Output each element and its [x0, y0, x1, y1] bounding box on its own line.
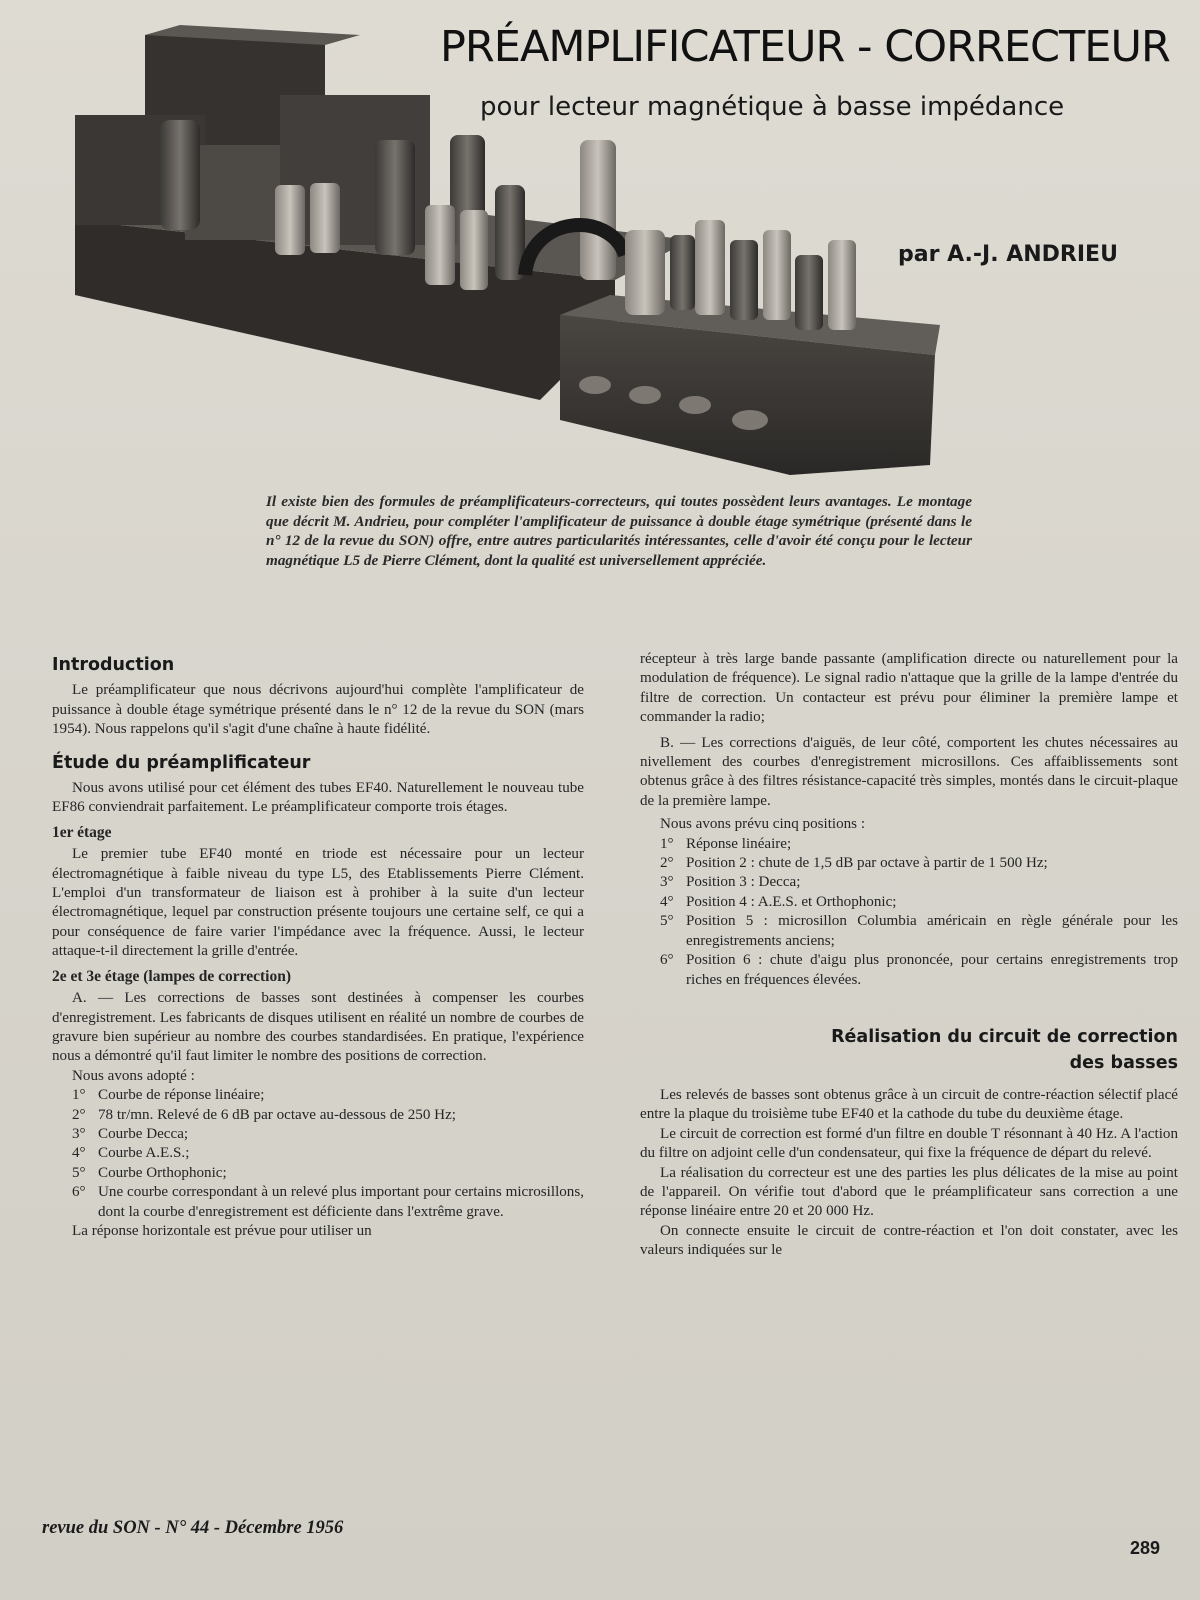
list-item — [640, 912, 1178, 951]
paragraph-continuation: récepteur à très large bande passante (amplification directe ou naturellement pour la modulation de fréquence). Le signal radio n'attaque que la grille de la lampe d'entrée du filtre de correction. Un contacteur est prévu pour éliminer la première lampe et commander la radio; — [640, 651, 1178, 726]
paragraph-stage-1: Le premier tube EF40 monté en triode est nécessaire pour un lecteur électromagnétique à faible niveau du type L5, des Etablissements Pierre Clément. L'emploi d'un transformateur de liaison est à prohiber à la suite d'un lecteur électromagnétique, lequel par construction présente toujours une certaine self, ce qui a pour conséquence de faire varier l'impédance avec la fréquence. Aussi, le lecteur attaque-t-il directement la grille d'entrée. — [52, 846, 584, 960]
paragraph-closing-left: La réponse horizontale est prévue pour utiliser un — [72, 1222, 372, 1239]
list-item — [52, 1125, 584, 1144]
list-number: 6° — [660, 952, 674, 969]
list-text: Position 3 : Decca; — [686, 874, 801, 891]
list-item — [52, 1106, 584, 1125]
paragraph-stage-2-3: A. — Les corrections de basses sont destinées à compenser les courbes d'enregistrement. Les fabricants de disques utilisent en réalité un nombre de courbes de gravure bien supérieur au nombre des courbes standardisées. En pratique, l'expérience nous a démontré qu'il faut limiter le nombre des positions de correction. — [52, 990, 584, 1065]
paragraph-realisation-4: On connecte ensuite le circuit de contre-réaction et l'on doit constater, avec les valeurs indiquées sur le — [640, 1222, 1178, 1259]
section-heading-etude: Étude du préamplificateur — [52, 752, 311, 773]
article-subtitle: pour lecteur magnétique à basse impédance — [480, 92, 1065, 122]
list-text: Courbe de réponse linéaire; — [98, 1087, 265, 1104]
subheading-stage-1: 1er étage — [52, 823, 112, 841]
article-title: PRÉAMPLIFICATEUR - CORRECTEUR — [440, 22, 1170, 72]
list-item — [640, 873, 1178, 892]
list-text: Position 5 : microsillon Columbia américain en règle générale pour les enregistrements anciens; — [686, 913, 1178, 949]
list-number: 1° — [660, 835, 674, 852]
list-text: Position 4 : A.E.S. et Orthophonic; — [686, 893, 897, 910]
right-column — [640, 650, 1178, 1261]
footer-issue: revue du SON - N° 44 - Décembre 1956 — [42, 1518, 344, 1538]
list-number: 3° — [660, 874, 674, 891]
list-number: 4° — [72, 1145, 86, 1162]
paragraph-realisation-3: La réalisation du correcteur est une des parties les plus délicates de la mise au point de l'appareil. On vérifie tout d'abord que le préamplificateur sans correction a une réponse linéaire entre 20 et 20 000 Hz. — [640, 1164, 1178, 1220]
paragraph-realisation-1: Les relevés de basses sont obtenus grâce à un circuit de contre-réaction sélectif placé entre la plaque du troisième tube EF40 et la cathode du tube du deuxième étage. — [640, 1086, 1178, 1123]
subheading-stage-2-3: 2e et 3e étage (lampes de correction) — [52, 967, 292, 985]
bass-curve-list — [52, 1086, 584, 1222]
treble-position-list — [640, 835, 1178, 990]
list-number: 2° — [660, 855, 674, 872]
list-item — [52, 1086, 584, 1105]
list-item — [640, 835, 1178, 854]
page-number: 289 — [1130, 1538, 1161, 1558]
paragraph-positions-intro: Nous avons prévu cinq positions : — [660, 816, 866, 833]
list-text: Courbe Orthophonic; — [98, 1164, 227, 1181]
paragraph-adopted-intro: Nous avons adopté : — [72, 1067, 195, 1084]
article-lead: Il existe bien des formules de préamplificateurs-correcteurs, qui toutes possèdent leurs avantages. Le montage que décrit M. Andrieu, pour compléter l'amplificateur de puissance à double étage symétrique (présenté dans le n° 12 de la revue du SON) offre, entre autres particularités intéressantes, celle d'avoir été conçu pour le lecteur magnétique L5 de Pierre Clément, dont la qualité est universellement appréciée. — [266, 493, 972, 569]
paragraph-realisation-2: Le circuit de correction est formé d'un filtre en double T résonnant à 40 Hz. A l'action du filtre on adjoint celle d'un condensateur, qui fixe la fréquence de départ du relevé. — [640, 1125, 1178, 1162]
list-number: 2° — [72, 1106, 86, 1123]
list-text: Courbe A.E.S.; — [98, 1145, 190, 1162]
heading-line: des basses — [1069, 1052, 1178, 1073]
section-heading-introduction: Introduction — [52, 655, 175, 675]
list-item — [640, 951, 1178, 990]
list-number: 5° — [72, 1164, 86, 1181]
list-number: 3° — [72, 1125, 86, 1142]
list-number: 1° — [72, 1087, 86, 1104]
section-heading-realisation — [640, 1024, 1178, 1076]
list-text: Position 2 : chute de 1,5 dB par octave à partir de 1 500 Hz; — [686, 855, 1048, 872]
list-item — [640, 854, 1178, 873]
list-item — [52, 1183, 584, 1222]
list-text: Réponse linéaire; — [686, 835, 792, 852]
list-text: 78 tr/mn. Relevé de 6 dB par octave au-dessous de 250 Hz; — [98, 1106, 456, 1123]
list-number: 5° — [660, 913, 674, 930]
list-number: 4° — [660, 893, 674, 910]
left-column — [52, 650, 584, 1241]
list-text: Une courbe correspondant à un relevé plus important pour certains microsillons, dont la courbe d'enregistrement est déficiente dans l'extrême grave. — [98, 1184, 584, 1220]
paragraph-etude: Nous avons utilisé pour cet élément des tubes EF40. Naturellement le nouveau tube EF86 conviendrait parfaitement. Le préamplificateur comporte trois étages. — [52, 780, 584, 816]
heading-line: Réalisation du circuit de correction — [831, 1026, 1178, 1047]
paragraph-introduction: Le préamplificateur que nous décrivons aujourd'hui complète l'amplificateur de puissance à double étage symétrique présenté dans le n° 12 de la revue du SON (mars 1954). Nous rappelons qu'il s'agit d'une chaîne à haute fidélité. — [52, 682, 584, 738]
list-text: Courbe Decca; — [98, 1125, 189, 1142]
list-item — [52, 1164, 584, 1183]
list-text: Position 6 : chute d'aigu plus prononcée, pour certains enregistrements trop riches en fréquences élevées. — [686, 952, 1178, 988]
list-item — [640, 893, 1178, 912]
list-item — [52, 1144, 584, 1163]
paragraph-treble-corrections: B. — Les corrections d'aiguës, de leur côté, comportent les chutes nécessaires au nivellement des courbes d'enregistrement microsillons. Ces affaiblissements sont obtenus grâce à des filtres résistance-capacité très simples, montés dans le circuit-plaque de la première lampe. — [640, 734, 1178, 809]
author-byline: par A.-J. ANDRIEU — [898, 242, 1118, 267]
list-number: 6° — [72, 1184, 86, 1201]
